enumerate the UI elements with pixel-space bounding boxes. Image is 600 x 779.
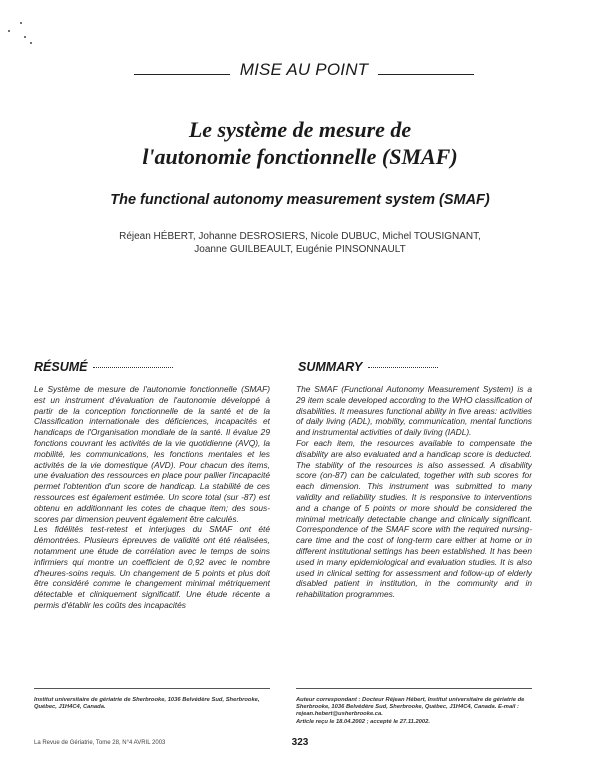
section-label	[134, 60, 474, 80]
summary-paragraph: The SMAF (Functional Autonomy Measurement System) is a 29 item scale developed according to the WHO classification of disabilities. It measures functional ability in five areas: activities of daily living (ADL), mobility, communication, mental functions and instrumental activities of daily living (IADL).	[296, 384, 532, 438]
article-subtitle: The functional autonomy measurement system (SMAF)	[110, 192, 490, 208]
title-line-2: l'autonomie fonctionnelle (SMAF)	[142, 144, 458, 169]
title-line-1: Le système de mesure de	[188, 117, 412, 142]
correspondence-footnote	[296, 697, 532, 726]
resume-heading-rule	[93, 367, 173, 368]
summary-heading-rule	[368, 367, 438, 368]
scan-specks	[8, 22, 48, 52]
section-label-text: MISE AU POINT	[230, 60, 379, 79]
summary-heading	[298, 360, 438, 374]
summary-paragraph: For each item, the resources available to compensate the disability are also evaluated and a handicap score is deducted. The stability of the resources is also assessed. A disability score (on-87) can be calculated, together with sub scores for each dimension. This instrument was submitted to many validity and reliability studies. It is responsive to interventions and a change of 5 points or more should be considered the minimal metrically detectable change and clinically significant. Correspondence of the SMAF score with the required nursing-care time and the cost of long-term care either at home or in different institutional settings has been established. It has been used in many epidemiological and evaluation studies. It is also used in clinical setting for assessment and follow-up of elderly disabled patient in institution, in the community and in rehabilitation programmes.	[296, 437, 532, 600]
authors-line-1: Réjean HÉBERT, Johanne DESROSIERS, Nicole DUBUC, Michel TOUSIGNANT,	[119, 231, 481, 242]
resume-paragraph: Le Système de mesure de l'autonomie fonctionnelle (SMAF) est un instrument d'évaluation de l'autonomie développé à partir de la conception fonctionnelle de la santé et de la Classification internationale des déficiences, incapacités et handicaps de l'Organisation mondiale de la santé. Il évalue 29 fonctions couvrant les activités de la vie quotidienne (AVQ), la mobilité, les communications, les fonctions mentales et les activités de la vie domestique (AVD). Pour chacun des items, une évaluation des ressources en place pour pallier l'incapacité permet l'obtention d'un score de handicap. La stabilité de ces ressources est également estimée. Un score total (sur -87) est obtenu en additionnant les cotes de chaque item; des sous-scores par dimension peuvent également être calculés.	[34, 384, 270, 524]
journal-citation: La Revue de Gériatrie, Tome 28, N°4 AVRIL 2003	[34, 740, 166, 746]
page-number: 323	[291, 737, 309, 748]
summary-body	[296, 384, 532, 680]
article-title	[60, 116, 540, 170]
resume-heading	[34, 360, 173, 374]
footnote-divider-right	[296, 688, 532, 689]
resume-paragraph: Les fidélités test-retest et interjuges du SMAF ont été démontrées. Plusieurs épreuves de validité ont été réalisées, notamment une étude de corrélation avec le temps de soins infirmiers qui montre un coefficient de 0,92 avec le nombre d'heures-soins requis. Un changement de 5 points et plus doit être considéré comme le changement minimal métriquement détectable et cliniquement significatif. Une étude récente a permis d'établir les coûts des incapacités	[34, 524, 270, 610]
authors-line-2: Joanne GUILBEAULT, Eugénie PINSONNAULT	[194, 244, 406, 255]
summary-heading-text: SUMMARY	[298, 360, 363, 374]
resume-body	[34, 384, 270, 680]
footnote-divider-left	[34, 688, 270, 689]
resume-heading-text: RÉSUMÉ	[34, 360, 88, 374]
article-dates: Article reçu le 18.04.2002 ; accepté le 27.11.2002.	[296, 718, 430, 725]
correspondence-text: Auteur correspondant : Docteur Réjean Hébert, Institut universitaire de gériatrie de Sherbrooke, 1036 Belvédère Sud, Sherbrooke, Québec, J1H4C4, Canada. E-mail : rejean.hebert@usherbrooke.ca.	[296, 697, 525, 718]
author-list	[80, 230, 520, 256]
affiliation-footnote: Institut universitaire de gériatrie de Sherbrooke, 1036 Belvédère Sud, Sherbrooke, Québec, J1H4C4, Canada.	[34, 697, 260, 711]
